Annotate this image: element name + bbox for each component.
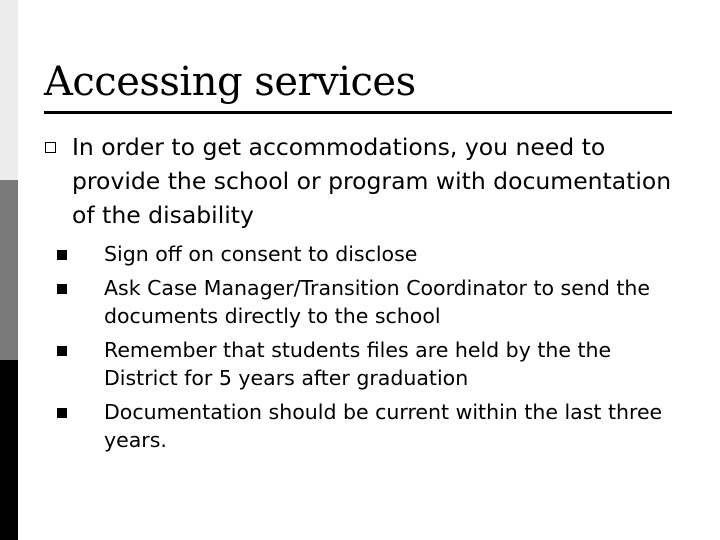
sub-bullet-item — [104, 274, 684, 330]
filled-square-bullet-icon — [57, 346, 67, 356]
main-bullet-item — [44, 130, 684, 232]
filled-square-bullet-icon — [57, 284, 67, 294]
edge-bar-mid — [0, 180, 18, 360]
title-underline — [44, 111, 672, 114]
hollow-square-bullet-icon — [45, 142, 56, 153]
sub-bullet-text: Remember that students files are held by the the District for 5 years after graduation — [104, 338, 612, 390]
sub-bullet-item — [104, 398, 684, 454]
slide-body — [44, 130, 684, 460]
sub-bullet-list — [44, 240, 684, 454]
sub-bullet-text: Sign off on consent to disclose — [104, 242, 418, 266]
filled-square-bullet-icon — [57, 250, 67, 260]
edge-bar-dark — [0, 360, 18, 540]
sub-bullet-text: Documentation should be current within the last three years. — [104, 400, 663, 452]
slide-title: Accessing services — [44, 59, 416, 105]
sub-bullet-item — [104, 336, 684, 392]
edge-bar-light — [0, 0, 18, 180]
filled-square-bullet-icon — [57, 408, 67, 418]
main-bullet-text: In order to get accommodations, you need to provide the school or program with documentation of the disability — [72, 133, 672, 229]
sub-bullet-text: Ask Case Manager/Transition Coordinator to send the documents directly to the school — [104, 276, 651, 328]
sub-bullet-item — [104, 240, 684, 268]
